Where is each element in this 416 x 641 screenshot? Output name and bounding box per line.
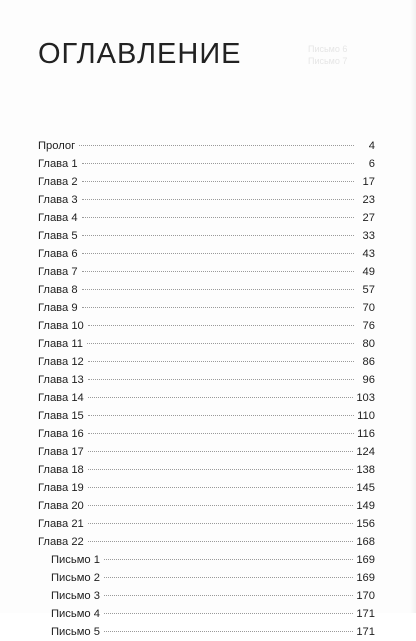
toc-entry-label: Глава 5 [38,230,78,242]
toc-entry-label: Глава 6 [38,248,78,260]
show-through-text: Письмо 7 [308,56,348,66]
toc-entry-page-number: 170 [356,590,375,602]
toc-entry [38,425,375,443]
toc-entry-page-number: 149 [356,500,375,512]
toc-entry-page-number: 168 [356,536,375,548]
dot-leader [88,541,354,542]
dot-leader [82,307,354,308]
toc-entry [38,515,375,533]
toc-entry-page-number: 76 [362,320,375,332]
toc-entry-page-number: 80 [362,338,375,350]
toc-entry [38,191,375,209]
toc-entry-label: Глава 3 [38,194,78,206]
toc-entry-page-number: 116 [357,428,375,440]
dot-leader [104,613,353,614]
toc-entry [38,587,375,605]
toc-entry-page-number: 57 [362,284,375,296]
toc-entry-label: Письмо 2 [51,572,100,584]
toc-entry [38,245,375,263]
toc-entry [38,407,375,425]
dot-leader [88,397,354,398]
dot-leader [82,235,354,236]
page-title: ОГЛАВЛЕНИЕ [38,38,242,70]
toc-entry-page-number: 23 [362,194,375,206]
toc-entry [38,155,375,173]
toc-entry-page-number: 145 [356,482,375,494]
toc-entry-label: Глава 4 [38,212,78,224]
toc-entry [38,371,375,389]
dot-leader [82,253,354,254]
toc-entry-page-number: 33 [362,230,375,242]
dot-leader [88,433,354,434]
dot-leader [104,595,353,596]
toc-entry-page-number: 17 [362,176,375,188]
toc-entry-label: Глава 12 [38,356,84,368]
toc-entry [38,353,375,371]
toc-entry-page-number: 171 [356,626,375,638]
toc-entry-page-number: 169 [356,554,375,566]
dot-leader [87,343,354,344]
toc-entry-page-number: 70 [362,302,375,314]
toc-entry [38,281,375,299]
toc-entry-label: Письмо 1 [51,554,100,566]
toc-entry-label: Глава 20 [38,500,84,512]
dot-leader [82,181,354,182]
toc-entry-page-number: 103 [356,392,375,404]
toc-entry [38,299,375,317]
toc-entry-label: Глава 21 [38,518,84,530]
toc-entry-page-number: 96 [362,374,375,386]
table-of-contents [38,137,375,641]
dot-leader [82,289,354,290]
dot-leader [88,415,354,416]
toc-entry-page-number: 156 [356,518,375,530]
toc-entry-label: Глава 13 [38,374,84,386]
dot-leader [82,271,354,272]
toc-entry-page-number: 171 [356,608,375,620]
toc-entry-label: Глава 19 [38,482,84,494]
toc-entry [38,443,375,461]
dot-leader [79,145,354,146]
dot-leader [88,469,354,470]
toc-entry-label: Глава 2 [38,176,78,188]
toc-entry-label: Глава 16 [38,428,84,440]
toc-entry-label: Глава 9 [38,302,78,314]
toc-entry [38,623,375,641]
toc-entry-page-number: 138 [356,464,375,476]
dot-leader [88,361,354,362]
toc-entry-page-number: 27 [362,212,375,224]
toc-entry-label: Глава 10 [38,320,84,332]
toc-entry-page-number: 6 [368,158,375,170]
toc-entry [38,533,375,551]
toc-entry [38,479,375,497]
dot-leader [88,523,354,524]
toc-entry [38,461,375,479]
toc-entry-label: Глава 14 [38,392,84,404]
toc-entry [38,605,375,623]
toc-entry [38,569,375,587]
toc-entry [38,173,375,191]
toc-entry-label: Письмо 5 [51,626,100,638]
toc-entry-label: Глава 18 [38,464,84,476]
toc-entry-page-number: 110 [357,410,375,422]
toc-entry-page-number: 49 [362,266,375,278]
toc-entry-label: Глава 17 [38,446,84,458]
show-through-text: Письмо 6 [308,44,348,54]
dot-leader [82,199,354,200]
toc-entry-label: Письмо 3 [51,590,100,602]
dot-leader [88,379,354,380]
toc-entry-label: Письмо 4 [51,608,100,620]
toc-entry [38,389,375,407]
dot-leader [88,487,354,488]
toc-entry-label: Глава 11 [38,338,83,350]
dot-leader [88,325,354,326]
dot-leader [82,163,354,164]
toc-entry-label: Глава 8 [38,284,78,296]
toc-entry-label: Пролог [38,140,76,152]
page-edge-shadow [410,0,416,613]
toc-entry-page-number: 4 [368,140,375,152]
toc-entry [38,551,375,569]
dot-leader [88,505,354,506]
toc-entry-page-number: 124 [356,446,375,458]
dot-leader [104,631,353,632]
toc-entry-page-number: 86 [362,356,375,368]
toc-entry-label: Глава 1 [38,158,78,170]
dot-leader [82,217,354,218]
toc-entry-page-number: 43 [362,248,375,260]
toc-entry [38,497,375,515]
toc-entry-label: Глава 7 [38,266,78,278]
toc-entry [38,317,375,335]
dot-leader [104,577,353,578]
dot-leader [88,451,354,452]
toc-entry [38,209,375,227]
toc-entry-page-number: 169 [356,572,375,584]
dot-leader [104,559,353,560]
toc-entry-label: Глава 22 [38,536,84,548]
toc-entry [38,263,375,281]
toc-entry [38,335,375,353]
toc-entry [38,137,375,155]
toc-entry [38,227,375,245]
toc-entry-label: Глава 15 [38,410,84,422]
